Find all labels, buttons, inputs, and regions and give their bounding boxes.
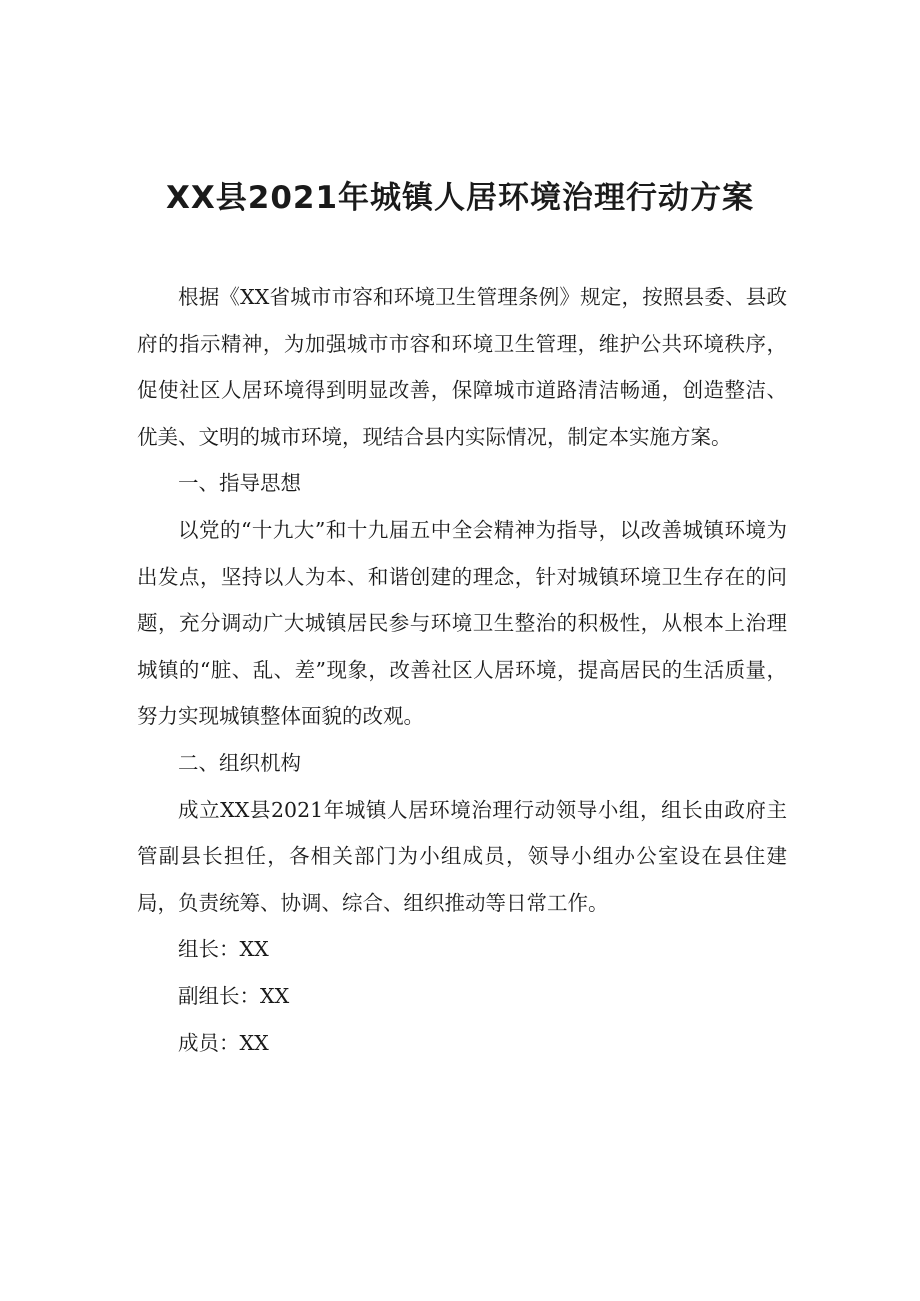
organization-paragraph: 成立XX县2021年城镇人居环境治理行动领导小组，组长由政府主管副县长担任，各相关部门为小组成员，领导小组办公室设在县住建局，负责统筹、协调、综合、组织推动等日常工作。 [137, 797, 787, 915]
section-heading-organization: 二、组织机构 [178, 750, 301, 775]
leader-line: 组长：XX [178, 937, 269, 962]
document-title: XX县2021年城镇人居环境治理行动方案 [165, 180, 755, 216]
document-body [137, 274, 787, 1066]
intro-paragraph: 根据《XX省城市市容和环境卫生管理条例》规定，按照县委、县政府的指示精神，为加强城市市容和环境卫生管理，维护公共环境秩序，促使社区人居环境得到明显改善，保障城市道路清洁畅通，创造整洁、优美、文明的城市环境，现结合县内实际情况，制定本实施方案。 [137, 285, 787, 449]
deputy-leader-line: 副组长：XX [178, 983, 290, 1008]
members-line: 成员：XX [178, 1030, 269, 1055]
section-heading-guiding-ideology: 一、指导思想 [178, 471, 301, 496]
guiding-ideology-paragraph: 以党的“十九大”和十九届五中全会精神为指导，以改善城镇环境为出发点，坚持以人为本、和谐创建的理念，针对城镇环境卫生存在的问题，充分调动广大城镇居民参与环境卫生整治的积极性，从根本上治理城镇的“脏、乱、差”现象，改善社区人居环境，提高居民的生活质量，努力实现城镇整体面貌的改观。 [137, 517, 787, 729]
